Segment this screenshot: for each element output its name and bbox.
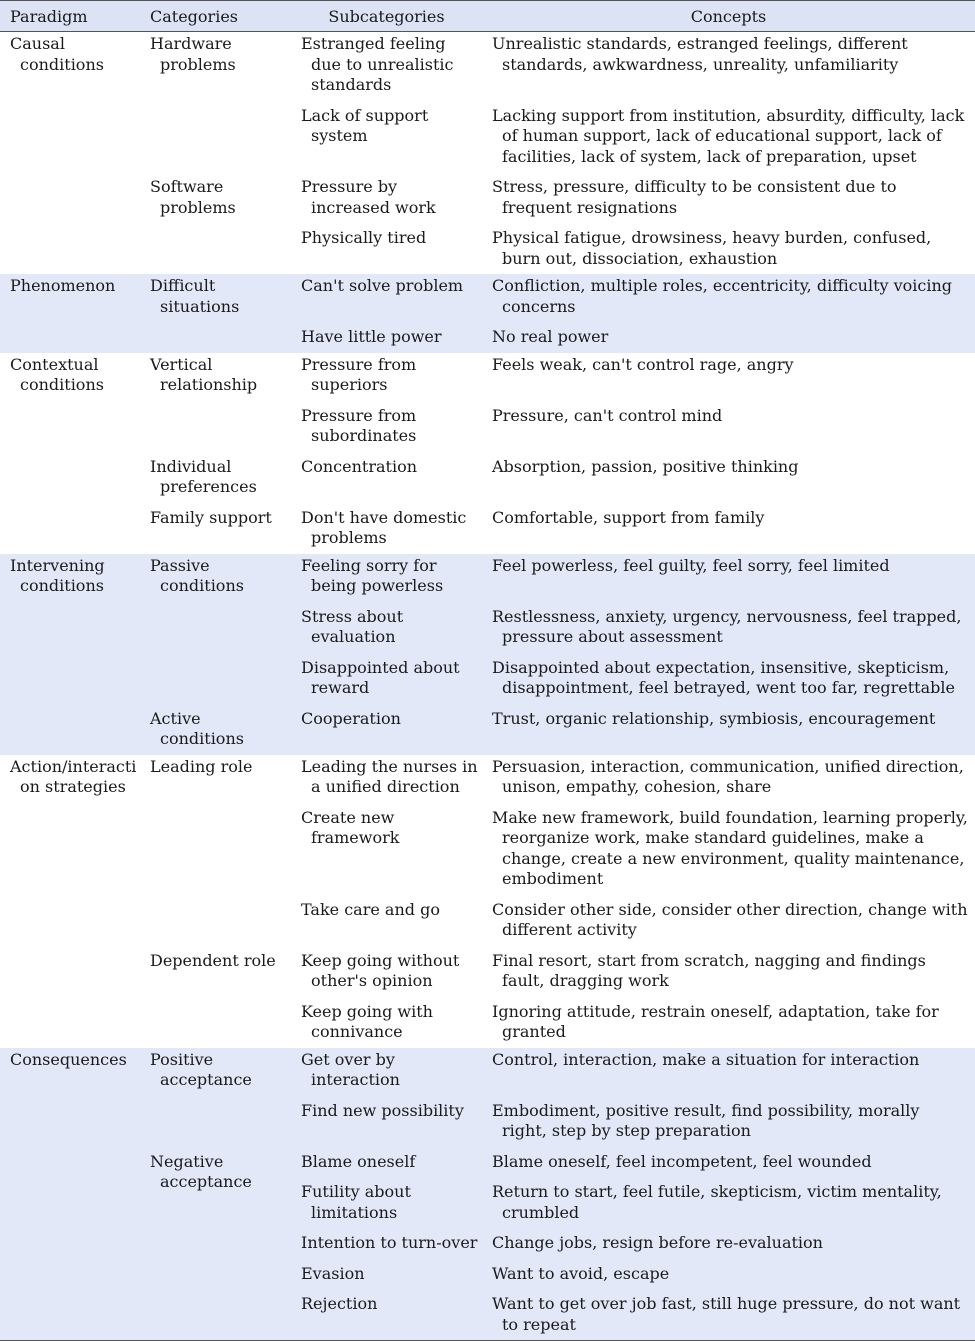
concepts-cell	[482, 755, 975, 808]
category-label: Dependent role	[150, 950, 276, 970]
category-cell	[140, 353, 291, 457]
concepts-cell	[482, 177, 975, 228]
category-label: Difficult situations	[150, 276, 240, 316]
subcategory-label: Stress about evaluation	[301, 606, 404, 646]
category-label: Positive acceptance	[150, 1049, 252, 1089]
table-row	[0, 755, 975, 808]
subcategory-cell	[291, 900, 482, 951]
concepts-text: Final resort, start from scratch, nagging and findings fault, dragging work	[492, 950, 926, 990]
table-row	[0, 709, 975, 755]
category-label: Negative acceptance	[150, 1151, 252, 1191]
subcategory-cell	[291, 327, 482, 353]
header-categories: Categories	[140, 1, 291, 32]
paradigm-cell	[0, 274, 140, 353]
concepts-text: Change jobs, resign before re-evaluation	[492, 1233, 823, 1252]
subcategory-cell	[291, 353, 482, 406]
category-label: Vertical relationship	[150, 354, 258, 394]
subcategory-cell	[291, 808, 482, 900]
concepts-text: Stress, pressure, difficulty to be consistent due to frequent resignations	[492, 177, 897, 217]
header-subcategories: Subcategories	[291, 1, 482, 32]
table-row	[0, 457, 975, 508]
subcategory-cell	[291, 508, 482, 554]
header-row	[0, 1, 975, 32]
concepts-cell	[482, 406, 975, 457]
concepts-text: Embodiment, positive result, find possibility, morally right, step by step preparation	[492, 1100, 920, 1140]
category-label: Passive conditions	[150, 555, 244, 595]
subcategory-cell	[291, 1152, 482, 1183]
category-cell	[140, 951, 291, 1048]
group-phenomenon	[0, 274, 975, 353]
table-row	[0, 951, 975, 1002]
subcategory-label: Have little power	[301, 327, 442, 346]
table-row	[0, 1048, 975, 1101]
concepts-cell	[482, 508, 975, 554]
paradigm-label: Intervening conditions	[10, 555, 105, 595]
subcategory-label: Disappointed about reward	[301, 657, 460, 697]
subcategory-cell	[291, 1101, 482, 1152]
group-causal-conditions	[0, 32, 975, 275]
subcategory-label: Estranged feeling due to unrealistic standards	[301, 34, 454, 94]
paradigm-label: Contextual conditions	[10, 354, 104, 394]
header-concepts: Concepts	[482, 1, 975, 32]
concepts-cell	[482, 658, 975, 709]
category-label: Hardware problems	[150, 34, 236, 74]
subcategory-label: Futility about limitations	[301, 1182, 411, 1222]
paradigm-cell	[0, 1048, 140, 1341]
subcategory-label: Don't have domestic problems	[301, 507, 467, 547]
subcategory-cell	[291, 951, 482, 1002]
concepts-cell	[482, 709, 975, 755]
subcategory-label: Get over by interaction	[301, 1049, 400, 1089]
concepts-text: No real power	[492, 327, 609, 346]
subcategory-label: Pressure from subordinates	[301, 405, 417, 445]
concepts-cell	[482, 1048, 975, 1101]
subcategory-cell	[291, 1182, 482, 1233]
concepts-cell	[482, 228, 975, 274]
concepts-cell	[482, 607, 975, 658]
subcategory-label: Rejection	[301, 1294, 378, 1313]
subcategory-cell	[291, 274, 482, 327]
category-cell	[140, 554, 291, 709]
paradigm-cell	[0, 32, 140, 275]
concepts-cell	[482, 554, 975, 607]
paradigm-cell	[0, 353, 140, 554]
category-label: Family support	[150, 507, 272, 527]
concepts-cell	[482, 808, 975, 900]
concepts-cell	[482, 1101, 975, 1152]
subcategory-label: Pressure from superiors	[301, 354, 417, 394]
subcategory-cell	[291, 177, 482, 228]
concepts-text: Return to start, feel futile, skepticism, victim mentality, crumbled	[492, 1182, 942, 1222]
concepts-text: Lacking support from institution, absurdity, difficulty, lack of human support, lack of educational support, lack of facilities, lack of system, lack of preparation, upset	[492, 105, 965, 166]
subcategory-cell	[291, 554, 482, 607]
subcategory-cell	[291, 755, 482, 808]
table-row	[0, 274, 975, 327]
concepts-text: Feels weak, can't control rage, angry	[492, 354, 794, 374]
subcategory-label: Lack of support system	[301, 105, 429, 145]
concepts-text: Ignoring attitude, restrain oneself, adaptation, take for granted	[492, 1001, 939, 1041]
category-cell	[140, 709, 291, 755]
subcategory-cell	[291, 106, 482, 178]
category-cell	[140, 755, 291, 951]
subcategory-label: Keep going without other's opinion	[301, 950, 460, 990]
concepts-cell	[482, 1152, 975, 1183]
subcategory-label: Can't solve problem	[301, 276, 464, 295]
concepts-text: Make new framework, build foundation, learning properly, reorganize work, make standard guidelines, make a change, create a new environment, quality maintenance, embodiment	[492, 807, 968, 888]
concepts-text: Feel powerless, feel guilty, feel sorry, feel limited	[492, 555, 890, 575]
concepts-text: Blame oneself, feel incompetent, feel wounded	[492, 1151, 872, 1171]
concepts-text: Physical fatigue, drowsiness, heavy burden, confused, burn out, dissociation, exhaustion	[492, 228, 932, 268]
subcategory-label: Leading the nurses in a unified direction	[301, 756, 478, 796]
category-cell	[140, 274, 291, 353]
table-header	[0, 1, 975, 32]
category-cell	[140, 457, 291, 508]
table-row	[0, 353, 975, 406]
subcategory-label: Concentration	[301, 456, 418, 476]
subcategory-label: Blame oneself	[301, 1151, 416, 1171]
concepts-text: Disappointed about expectation, insensitive, skepticism, disappointment, feel betrayed, went too far, regrettable	[492, 657, 955, 697]
group-action-interaction-strategies	[0, 755, 975, 1048]
category-label: Software problems	[150, 177, 236, 217]
subcategory-cell	[291, 228, 482, 274]
concepts-cell	[482, 1002, 975, 1048]
concepts-cell	[482, 32, 975, 106]
paradigm-label: Action/interacti on strategies	[10, 756, 137, 796]
concepts-cell	[482, 106, 975, 178]
table-row	[0, 508, 975, 554]
category-cell	[140, 177, 291, 274]
subcategory-cell	[291, 1264, 482, 1295]
concepts-text: Confliction, multiple roles, eccentricity, difficulty voicing concerns	[492, 276, 953, 316]
concepts-cell	[482, 1233, 975, 1264]
concepts-cell	[482, 900, 975, 951]
concepts-cell	[482, 274, 975, 327]
table-row	[0, 554, 975, 607]
concepts-text: Want to get over job fast, still huge pressure, do not want to repeat	[492, 1294, 961, 1334]
category-label: Individual preferences	[150, 456, 257, 496]
group-intervening-conditions	[0, 554, 975, 755]
subcategory-cell	[291, 607, 482, 658]
table-row	[0, 32, 975, 106]
subcategory-cell	[291, 1233, 482, 1264]
concepts-cell	[482, 457, 975, 508]
subcategory-label: Find new possibility	[301, 1100, 464, 1120]
concepts-text: Persuasion, interaction, communication, unified direction, unison, empathy, cohesion, share	[492, 756, 964, 796]
subcategory-label: Physically tired	[301, 228, 427, 247]
subcategory-label: Create new framework	[301, 807, 400, 847]
subcategory-cell	[291, 406, 482, 457]
concepts-cell	[482, 327, 975, 353]
concepts-text: Restlessness, anxiety, urgency, nervousness, feel trapped, pressure about assessment	[492, 606, 962, 646]
subcategory-label: Intention to turn-over	[301, 1233, 478, 1252]
subcategory-label: Cooperation	[301, 708, 401, 728]
concepts-text: Want to avoid, escape	[492, 1263, 670, 1283]
paradigm-cell	[0, 755, 140, 1048]
category-cell	[140, 1152, 291, 1341]
table-row	[0, 177, 975, 228]
concepts-cell	[482, 951, 975, 1002]
subcategory-cell	[291, 32, 482, 106]
subcategory-label: Feeling sorry for being powerless	[301, 555, 444, 595]
category-cell	[140, 1048, 291, 1152]
category-cell	[140, 508, 291, 554]
subcategory-cell	[291, 1294, 482, 1341]
concepts-text: Pressure, can't control mind	[492, 405, 723, 425]
paradigm-label: Causal conditions	[10, 34, 104, 74]
subcategory-cell	[291, 658, 482, 709]
subcategory-label: Keep going with connivance	[301, 1001, 433, 1041]
subcategory-cell	[291, 1048, 482, 1101]
subcategory-cell	[291, 457, 482, 508]
concepts-cell	[482, 1182, 975, 1233]
paradigm-label: Phenomenon	[10, 276, 116, 295]
concepts-text: Comfortable, support from family	[492, 507, 765, 527]
concepts-cell	[482, 353, 975, 406]
subcategory-label: Take care and go	[301, 899, 440, 919]
table-row	[0, 1152, 975, 1183]
category-label: Leading role	[150, 756, 253, 776]
subcategory-cell	[291, 709, 482, 755]
concepts-text: Control, interaction, make a situation for interaction	[492, 1049, 920, 1069]
subcategory-label: Evasion	[301, 1263, 365, 1283]
group-contextual-conditions	[0, 353, 975, 554]
concepts-cell	[482, 1264, 975, 1295]
concepts-text: Absorption, passion, positive thinking	[492, 456, 799, 476]
concepts-text: Trust, organic relationship, symbiosis, encouragement	[492, 708, 936, 728]
concepts-text: Consider other side, consider other direction, change with different activity	[492, 899, 968, 939]
concepts-cell	[482, 1294, 975, 1341]
subcategory-cell	[291, 1002, 482, 1048]
subcategory-label: Pressure by increased work	[301, 177, 436, 217]
header-paradigm: Paradigm	[0, 1, 140, 32]
paradigm-label: Consequences	[10, 1049, 127, 1069]
concepts-text: Unrealistic standards, estranged feelings, different standards, awkwardness, unreality, unfamiliarity	[492, 34, 908, 74]
group-consequences	[0, 1048, 975, 1341]
paradigm-cell	[0, 554, 140, 755]
category-cell	[140, 32, 291, 178]
category-label: Active conditions	[150, 708, 244, 748]
